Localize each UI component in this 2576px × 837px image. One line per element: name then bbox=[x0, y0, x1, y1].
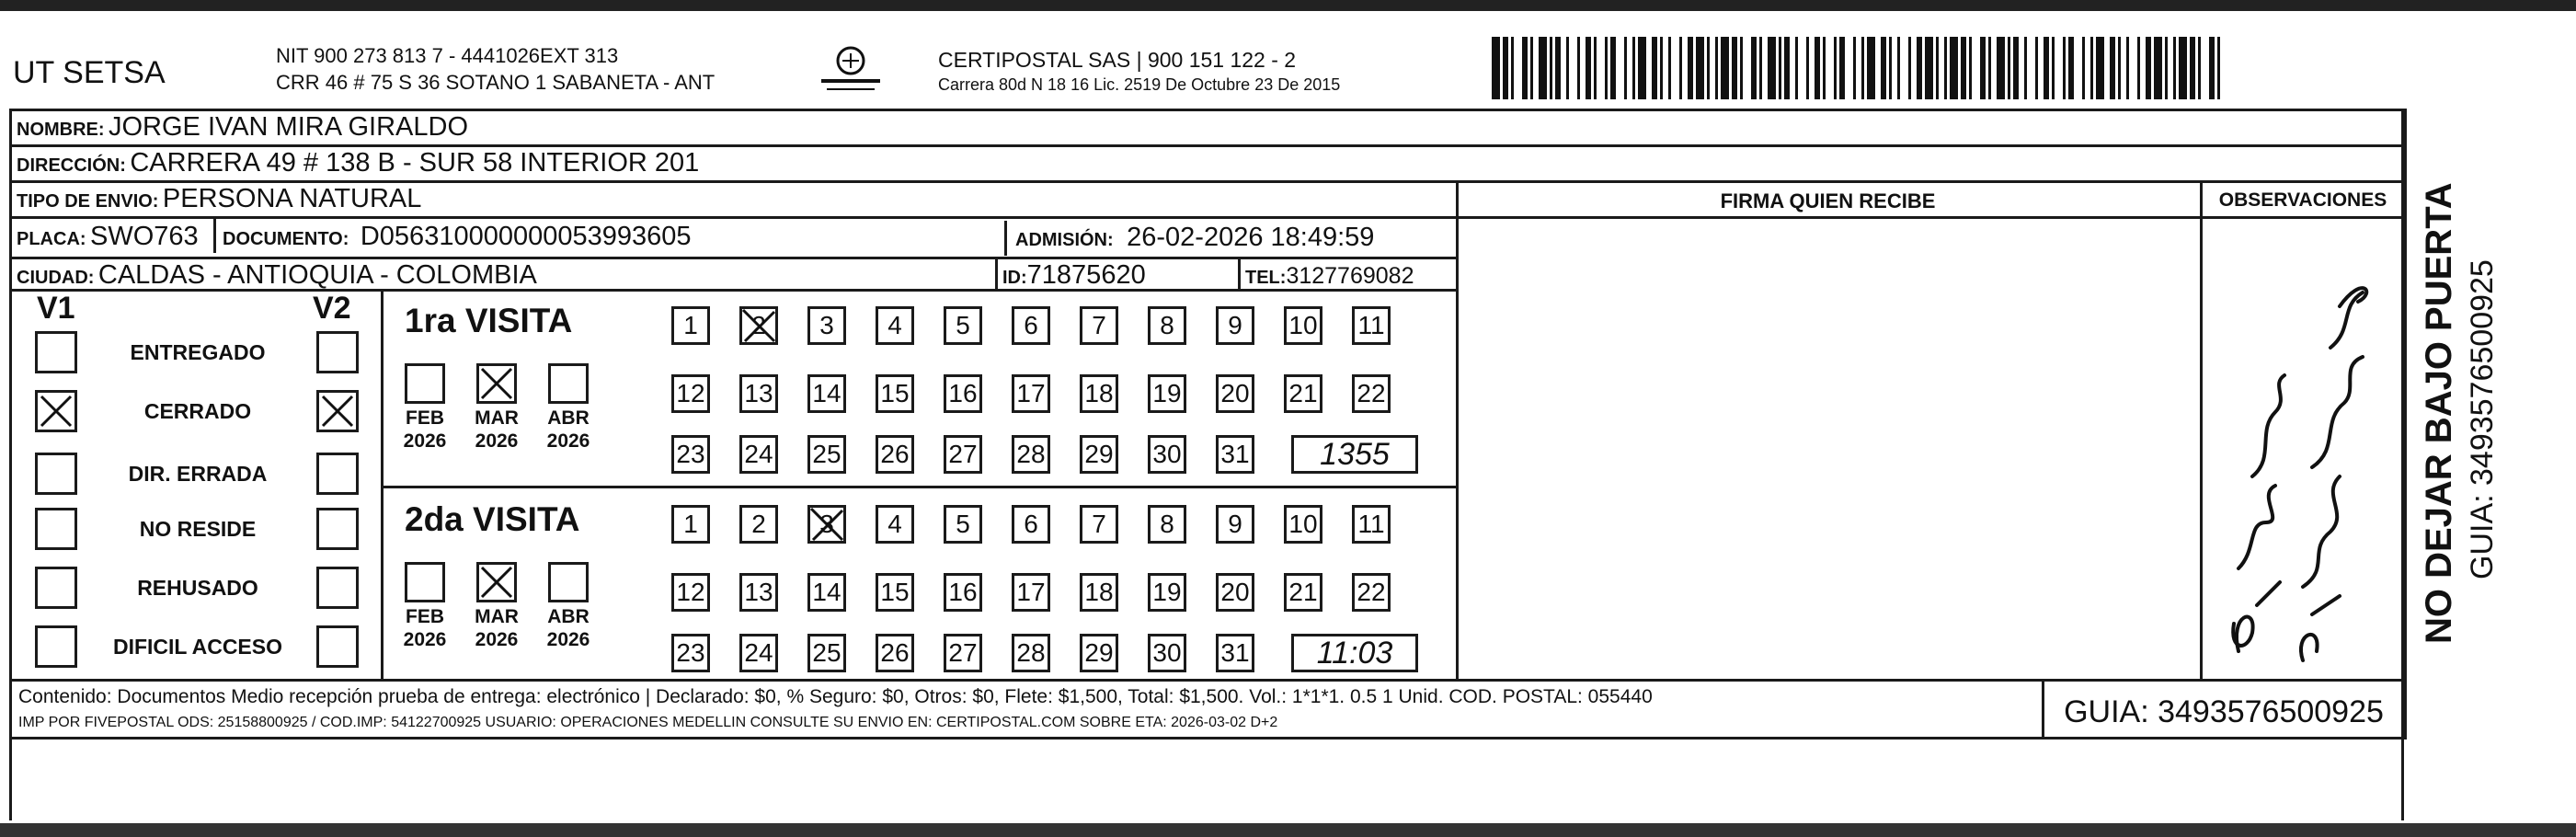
day-cell[interactable]: 17 bbox=[1012, 573, 1050, 612]
day-cell[interactable]: 1 bbox=[671, 306, 710, 345]
carrier-license: Carrera 80d N 18 16 Lic. 2519 De Octubre 23 De 2015 bbox=[938, 75, 1341, 94]
month-name: ABR bbox=[547, 407, 590, 429]
direccion-label: DIRECCIÓN: bbox=[17, 155, 126, 176]
month-checkbox[interactable] bbox=[405, 363, 445, 404]
carrier-name: CERTIPOSTAL SAS | 900 151 122 - 2 bbox=[938, 48, 1297, 72]
tipo-envio-value: PERSONA NATURAL bbox=[162, 184, 422, 213]
day-cell[interactable]: 24 bbox=[739, 435, 778, 474]
month-label bbox=[398, 605, 452, 651]
month-name: ABR bbox=[547, 606, 590, 627]
day-cell[interactable]: 17 bbox=[1012, 374, 1050, 413]
ciudad-value: CALDAS - ANTIOQUIA - COLOMBIA bbox=[97, 260, 537, 290]
day-cell[interactable]: 27 bbox=[944, 634, 982, 672]
day-cell[interactable]: 1 bbox=[671, 505, 710, 544]
day-cell[interactable]: 10 bbox=[1284, 505, 1322, 544]
day-cell[interactable]: 19 bbox=[1148, 573, 1186, 612]
day-cell[interactable]: 7 bbox=[1080, 505, 1118, 544]
side-guia: GUIA: 3493576500925 bbox=[2465, 259, 2500, 579]
day-cell[interactable]: 13 bbox=[739, 374, 778, 413]
day-cell[interactable]: 28 bbox=[1012, 435, 1050, 474]
top-edge bbox=[0, 0, 2576, 11]
day-cell[interactable]: 30 bbox=[1148, 634, 1186, 672]
v2-heading: V2 bbox=[313, 291, 351, 326]
v1-checkbox[interactable] bbox=[35, 453, 77, 495]
day-cell[interactable]: 12 bbox=[671, 374, 710, 413]
documento-label: DOCUMENTO: bbox=[223, 229, 349, 249]
day-cell[interactable]: 20 bbox=[1216, 573, 1254, 612]
day-cell[interactable]: 26 bbox=[876, 435, 914, 474]
day-number: 3 bbox=[819, 510, 834, 538]
day-cell[interactable]: 3 bbox=[807, 306, 846, 345]
day-cell[interactable]: 21 bbox=[1284, 374, 1322, 413]
month-label bbox=[542, 407, 595, 453]
day-cell[interactable]: 27 bbox=[944, 435, 982, 474]
month-label bbox=[470, 407, 523, 453]
certipostal-logo bbox=[814, 42, 887, 97]
month-label bbox=[542, 605, 595, 651]
tel-value: 3127769082 bbox=[1286, 263, 1414, 289]
day-cell[interactable]: 31 bbox=[1216, 435, 1254, 474]
day-cell[interactable]: 22 bbox=[1352, 374, 1391, 413]
day-cell[interactable]: 20 bbox=[1216, 374, 1254, 413]
day-cell[interactable]: 23 bbox=[671, 634, 710, 672]
day-cell[interactable]: 11 bbox=[1352, 306, 1391, 345]
footer-imp: IMP POR FIVEPOSTAL ODS: 25158800925 / COD.IMP: 54122700925 USUARIO: OPERACIONES MEDELLIN CONSULTE SU ENVIO EN: CERTIPOSTAL.COM SOBRE ETA: 2026-03-02 D+2 bbox=[18, 715, 1278, 730]
month-checkbox[interactable] bbox=[548, 363, 589, 404]
day-cell[interactable]: 25 bbox=[807, 435, 846, 474]
footer-guia: GUIA: 3493576500925 bbox=[2064, 694, 2384, 729]
day-cell[interactable]: 21 bbox=[1284, 573, 1322, 612]
day-cell[interactable]: 4 bbox=[876, 505, 914, 544]
placa-value: SWO763 bbox=[90, 222, 199, 251]
nombre-value: JORGE IVAN MIRA GIRALDO bbox=[109, 112, 469, 142]
v2-checkbox[interactable] bbox=[316, 331, 359, 373]
status-label: CERRADO bbox=[143, 399, 252, 423]
day-cell[interactable]: 9 bbox=[1216, 505, 1254, 544]
observaciones-handwriting bbox=[2202, 219, 2404, 677]
day-cell[interactable]: 14 bbox=[807, 573, 846, 612]
lower-frame bbox=[9, 740, 2404, 820]
status-label: NO RESIDE bbox=[139, 517, 257, 541]
day-cell[interactable]: 8 bbox=[1148, 306, 1186, 345]
day-cell[interactable]: 9 bbox=[1216, 306, 1254, 345]
firma-heading: FIRMA QUIEN RECIBE bbox=[1720, 189, 1936, 212]
v1-checkbox[interactable] bbox=[35, 390, 77, 432]
day-number: 2 bbox=[751, 311, 766, 339]
month-checkbox[interactable] bbox=[476, 562, 517, 602]
month-year: 2026 bbox=[475, 629, 519, 650]
v2-checkbox[interactable] bbox=[316, 508, 359, 550]
day-cell[interactable]: 18 bbox=[1080, 573, 1118, 612]
time-box[interactable]: 1355 bbox=[1291, 435, 1418, 474]
day-cell[interactable]: 2 bbox=[739, 505, 778, 544]
month-year: 2026 bbox=[546, 629, 590, 650]
day-cell[interactable]: 24 bbox=[739, 634, 778, 672]
tipo-envio-label: TIPO DE ENVIO: bbox=[17, 191, 159, 212]
day-cell[interactable]: 6 bbox=[1012, 306, 1050, 345]
month-name: FEB bbox=[406, 407, 444, 429]
day-cell[interactable]: 29 bbox=[1080, 634, 1118, 672]
day-cell[interactable]: 18 bbox=[1080, 374, 1118, 413]
visit-title: 1ra VISITA bbox=[405, 302, 573, 339]
month-name: MAR bbox=[475, 407, 519, 429]
month-checkbox[interactable] bbox=[548, 562, 589, 602]
day-cell[interactable]: 16 bbox=[944, 374, 982, 413]
month-checkbox[interactable] bbox=[476, 363, 517, 404]
day-cell[interactable]: 15 bbox=[876, 374, 914, 413]
id-label: ID: bbox=[1002, 268, 1027, 288]
day-cell[interactable]: 4 bbox=[876, 306, 914, 345]
month-year: 2026 bbox=[475, 430, 519, 452]
company-address: CRR 46 # 75 S 36 SOTANO 1 SABANETA - ANT bbox=[276, 71, 716, 94]
footer-contenido: Contenido: Documentos Medio recepción prueba de entrega: electrónico | Declarado: $0, % Seguro: $0, Otros: $0, Flete: $1,500, Total: $1,500. Vol.: 1*1*1. 0.5 1 Unid. COD. POSTAL: 055440 bbox=[18, 686, 1653, 707]
v2-checkbox[interactable] bbox=[316, 453, 359, 495]
company-name: UT SETSA bbox=[13, 55, 166, 90]
month-label bbox=[470, 605, 523, 651]
day-cell[interactable]: 5 bbox=[944, 306, 982, 345]
day-cell[interactable]: 22 bbox=[1352, 573, 1391, 612]
month-name: MAR bbox=[475, 606, 519, 627]
day-cell[interactable]: 13 bbox=[739, 573, 778, 612]
day-cell[interactable]: 15 bbox=[876, 573, 914, 612]
month-label bbox=[398, 407, 452, 453]
tel-label: TEL: bbox=[1245, 268, 1287, 288]
documento-value: D056310000000053993605 bbox=[360, 222, 692, 251]
status-label: ENTREGADO bbox=[130, 340, 266, 364]
observaciones-text bbox=[2202, 219, 2203, 220]
company-nit: NIT 900 273 813 7 - 4441026EXT 313 bbox=[276, 44, 619, 67]
placa-label: PLACA: bbox=[17, 229, 86, 249]
day-cell[interactable]: 8 bbox=[1148, 505, 1186, 544]
day-cell[interactable] bbox=[739, 306, 778, 345]
day-cell[interactable]: 31 bbox=[1216, 634, 1254, 672]
v1-checkbox[interactable] bbox=[35, 331, 77, 373]
v2-checkbox[interactable] bbox=[316, 567, 359, 609]
day-cell[interactable]: 10 bbox=[1284, 306, 1322, 345]
day-cell[interactable]: 11 bbox=[1352, 505, 1391, 544]
day-cell[interactable]: 19 bbox=[1148, 374, 1186, 413]
month-checkbox[interactable] bbox=[405, 562, 445, 602]
barcode bbox=[1492, 37, 2224, 99]
day-cell[interactable]: 14 bbox=[807, 374, 846, 413]
admision-label: ADMISIÓN: bbox=[1015, 230, 1114, 250]
day-cell[interactable]: 6 bbox=[1012, 505, 1050, 544]
v1-checkbox[interactable] bbox=[35, 625, 77, 668]
nombre-label: NOMBRE: bbox=[17, 120, 105, 140]
month-name: FEB bbox=[406, 606, 444, 627]
day-cell[interactable]: 30 bbox=[1148, 435, 1186, 474]
month-year: 2026 bbox=[403, 430, 447, 452]
time-box[interactable]: 11:03 bbox=[1291, 634, 1418, 672]
day-cell[interactable]: 12 bbox=[671, 573, 710, 612]
day-cell[interactable]: 7 bbox=[1080, 306, 1118, 345]
day-cell[interactable]: 26 bbox=[876, 634, 914, 672]
side-warning: NO DEJAR BAJO PUERTA bbox=[2419, 182, 2459, 644]
day-cell[interactable]: 25 bbox=[807, 634, 846, 672]
month-year: 2026 bbox=[546, 430, 590, 452]
month-year: 2026 bbox=[403, 629, 447, 650]
day-cell[interactable]: 16 bbox=[944, 573, 982, 612]
id-value: 71875620 bbox=[1026, 260, 1146, 290]
day-cell[interactable] bbox=[807, 505, 846, 544]
direccion-value: CARRERA 49 # 138 B - SUR 58 INTERIOR 201 bbox=[130, 148, 700, 178]
day-cell[interactable]: 5 bbox=[944, 505, 982, 544]
v1-checkbox[interactable] bbox=[35, 508, 77, 550]
v2-checkbox[interactable] bbox=[316, 625, 359, 668]
visit-title: 2da VISITA bbox=[405, 500, 580, 538]
status-label: DIFICIL ACCESO bbox=[112, 635, 282, 659]
v1-checkbox[interactable] bbox=[35, 567, 77, 609]
day-cell[interactable]: 29 bbox=[1080, 435, 1118, 474]
day-cell[interactable]: 28 bbox=[1012, 634, 1050, 672]
v2-checkbox[interactable] bbox=[316, 390, 359, 432]
observaciones-heading: OBSERVACIONES bbox=[2218, 189, 2387, 211]
admision-value: 26-02-2026 18:49:59 bbox=[1127, 223, 1375, 252]
v1-heading: V1 bbox=[37, 291, 75, 326]
status-label: REHUSADO bbox=[137, 576, 258, 600]
day-cell[interactable]: 23 bbox=[671, 435, 710, 474]
status-label: DIR. ERRADA bbox=[128, 462, 268, 486]
bottom-edge bbox=[0, 823, 2576, 837]
ciudad-label: CIUDAD: bbox=[17, 268, 95, 288]
